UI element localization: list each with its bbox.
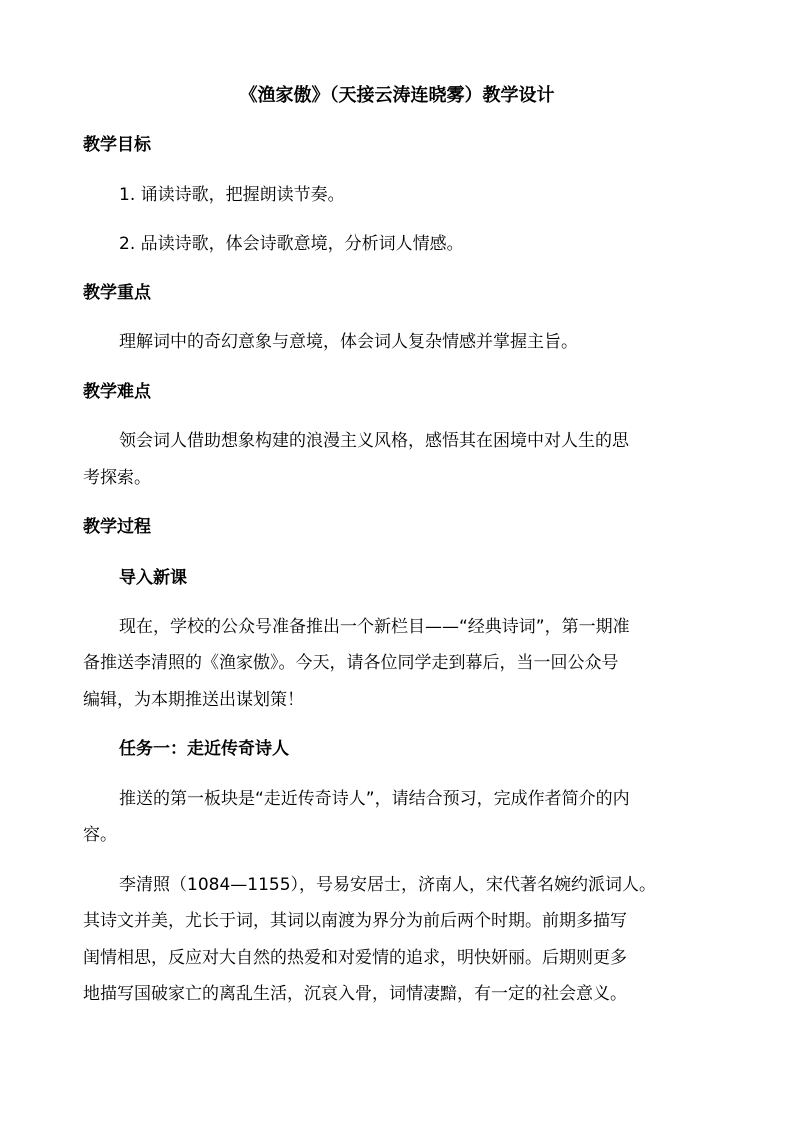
bio-line-4: 地描写国破家亡的离乱生活，沉哀入骨，词情凄黯，有一定的社会意义。: [83, 984, 627, 1004]
document-title: 《渔家傲》（天接云涛连晓雾）教学设计: [239, 85, 555, 106]
process-heading: 教学过程: [83, 517, 151, 537]
bio-line-2: 其诗文并美，尤长于词，其词以南渡为界分为前后两个时期。前期多描写: [83, 911, 627, 931]
key-points-heading: 教学重点: [83, 283, 151, 303]
task1-line-2: 容。: [83, 825, 117, 845]
task1-line-1: 推送的第一板块是“走近传奇诗人”，请结合预习，完成作者简介的内: [119, 789, 630, 809]
bio-line-1: 李清照（1084—1155），号易安居士，济南人，宋代著名婉约派词人。: [119, 875, 657, 895]
intro-line-2: 备推送李清照的《渔家傲》。今天，请各位同学走到幕后，当一回公众号: [83, 653, 619, 673]
key-points-text: 理解词中的奇幻意象与意境，体会词人复杂情感并掌握主旨。: [119, 332, 578, 352]
difficulties-line-1: 领会词人借助想象构建的浪漫主义风格，感悟其在困境中对人生的思: [119, 431, 629, 451]
bio-line-3: 闺情相思，反应对大自然的热爱和对爱情的追求，明快妍丽。后期则更多: [83, 948, 627, 968]
objective-item-1: 1. 诵读诗歌，把握朗读节奏。: [119, 185, 345, 205]
intro-line-1: 现在，学校的公众号准备推出一个新栏目——“经典诗词”，第一期准: [119, 617, 630, 637]
intro-heading: 导入新课: [119, 568, 187, 588]
objectives-heading: 教学目标: [83, 135, 151, 155]
difficulties-heading: 教学难点: [83, 382, 151, 402]
task1-heading: 任务一：走近传奇诗人: [119, 739, 289, 759]
intro-line-3: 编辑，为本期推送出谋划策！: [83, 690, 304, 710]
difficulties-line-2: 考探索。: [83, 468, 151, 488]
objective-item-2: 2. 品读诗歌，体会诗歌意境，分析词人情感。: [119, 234, 464, 254]
